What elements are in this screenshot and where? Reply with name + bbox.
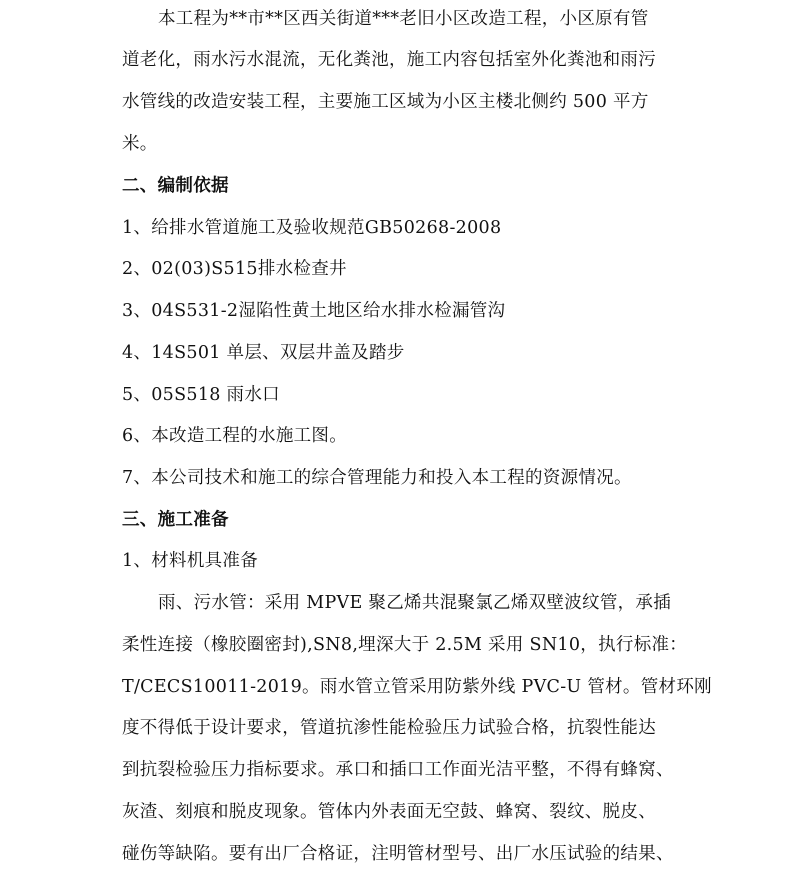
- intro-line: 水管线的改造安装工程，主要施工区域为小区主楼北侧约 500 平方: [122, 92, 649, 112]
- materials-paragraph-line: T/CECS10011-2019。雨水管立管采用防紫外线 PVC-U 管材。管材环刚: [122, 677, 712, 697]
- materials-paragraph-line: 雨、污水管：采用 MPVE 聚乙烯共混聚氯乙烯双壁波纹管，承插: [158, 593, 672, 613]
- basis-item: 3、04S531-2湿陷性黄土地区给水排水检漏管沟: [122, 301, 506, 321]
- intro-line: 本工程为**市**区西关街道***老旧小区改造工程，小区原有管: [158, 9, 649, 29]
- section-heading-preparation: 三、施工准备: [122, 510, 229, 530]
- basis-item: 5、05S518 雨水口: [122, 385, 280, 405]
- materials-paragraph-line: 灰渣、刻痕和脱皮现象。管体内外表面无空鼓、蜂窝、裂纹、脱皮、: [122, 802, 656, 822]
- basis-item: 6、本改造工程的水施工图。: [122, 426, 348, 446]
- section-heading-basis: 二、编制依据: [122, 176, 229, 196]
- intro-line: 米。: [122, 134, 158, 154]
- basis-item: 1、给排水管道施工及验收规范GB50268-2008: [122, 218, 502, 238]
- subheading-materials: 1、材料机具准备: [122, 551, 259, 571]
- materials-paragraph-line: 碰伤等缺陷。要有出厂合格证，注明管材型号、出厂水压试验的结果、: [122, 844, 674, 864]
- materials-paragraph-line: 柔性连接（橡胶圈密封),SN8,埋深大于 2.5M 采用 SN10，执行标准：: [122, 635, 688, 655]
- materials-paragraph-line: 度不得低于设计要求，管道抗渗性能检验压力试验合格，抗裂性能达: [122, 718, 656, 738]
- basis-item: 7、本公司技术和施工的综合管理能力和投入本工程的资源情况。: [122, 468, 632, 488]
- basis-item: 4、14S501 单层、双层井盖及踏步: [122, 343, 405, 363]
- materials-paragraph-line: 到抗裂检验压力指标要求。承口和插口工作面光洁平整，不得有蜂窝、: [122, 760, 674, 780]
- intro-line: 道老化，雨水污水混流，无化粪池，施工内容包括室外化粪池和雨污: [122, 50, 656, 70]
- basis-item: 2、02(03)S515排水检查井: [122, 259, 347, 279]
